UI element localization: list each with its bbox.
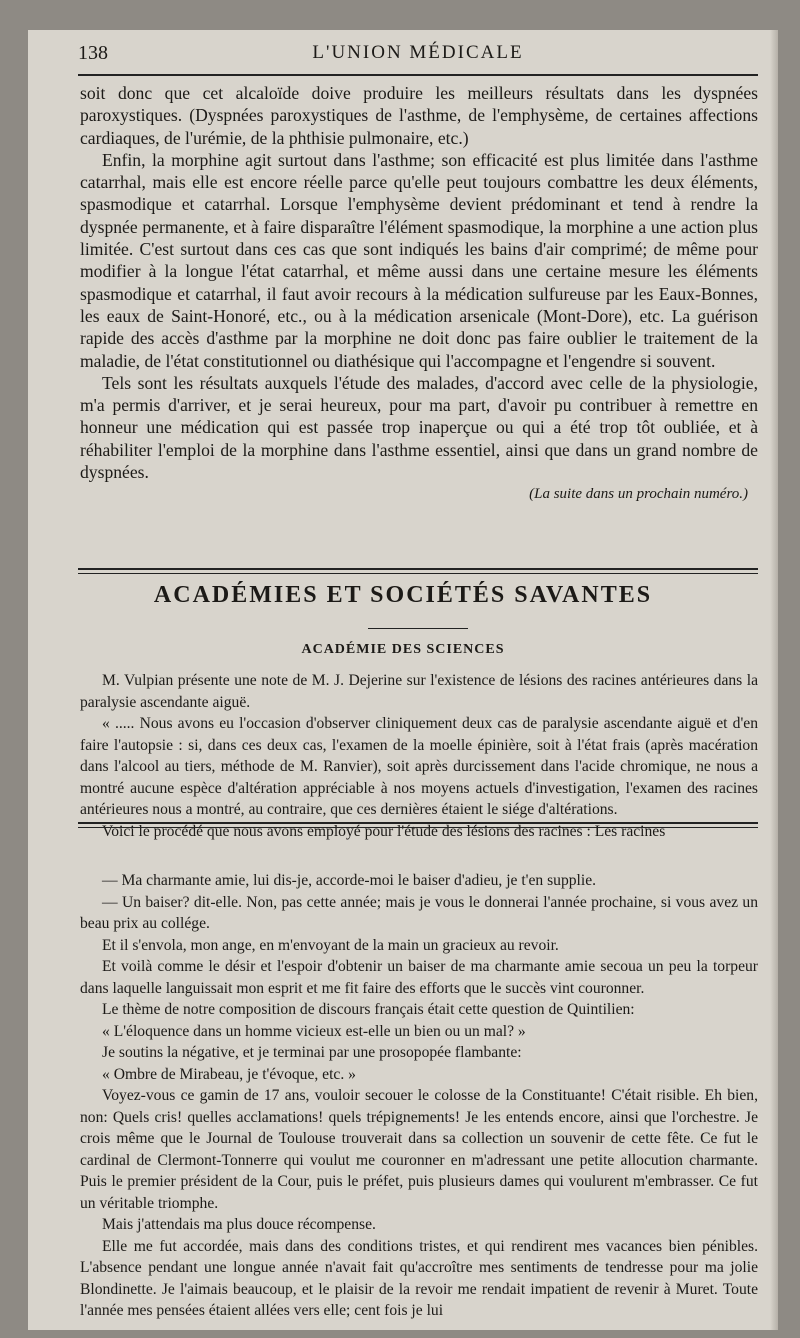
article-paragraph: Tels sont les résultats auxquels l'étude des malades, d'accord avec celle de la physiologie, m'a permis d'arriver, et je serai heureux, pour ma part, d'avoir pu contribuer à remettre en honneur une médication qui est passée trop inaperçue ou qui a été trop tôt oubliée, et à réhabiliter l'emploi de la morphine dans l'asthme essentiel, ainsi que dans un grand nombre de dyspnées. [80,372,758,483]
page-header [78,42,758,72]
page-edge-shadow [770,30,778,1330]
continuation-note: (La suite dans un prochain numéro.) [529,486,748,503]
feuilleton-paragraph: « L'éloquence dans un homme vicieux est-elle un bien ou un mal? » [102,1022,526,1040]
feuilleton-paragraph: Et voilà comme le désir et l'espoir d'obtenir un baiser de ma charmante amie secoua un peu la torpeur dans laquelle languissait mon esprit et me fit faire des efforts que le succès vint couronner. [80,958,758,997]
header-rule [78,74,758,76]
feuilleton-paragraph: Et il s'envola, mon ange, en m'envoyant de la main un gracieux au revoir. [102,936,559,954]
feuilleton-paragraph: Voyez-vous ce gamin de 17 ans, vouloir secouer le colosse de la Constituante! C'était risible. Eh bien, non: Quels cris! quelles acclamations! quels trépignements! Je les entends encore, ainsi que l'orchestre. Je crois même que le Journal de Toulouse trouverait dans sa collection un souvenir de cette fête. Ce fut le cardinal de Clermont-Tonnerre qui voulut me couronner en m'adressant une petite allocution charmante. Puis le premier président de la Cour, puis le préfet, puis plusieurs dames qui voulurent m'embrasser. Ce fut un véritable triomphe. [80,1087,758,1212]
feuilleton-paragraph: Mais j'attendais ma plus douce récompense. [102,1216,376,1233]
running-title: L'UNION MÉDICALE [312,42,524,63]
feuilleton-paragraph: Elle me fut accordée, mais dans des conditions tristes, et qui rendirent mes vacances bien pénibles. L'absence pendant une longue année n'avait fait qu'accroître mes sentiments de tendresse pour ma jolie Blondinette. Je l'aimais beaucoup, et le plaisir de la revoir me rendait impatient de revenir à Muret. Toute l'année mes pensées étaient allées vers elle; cent fois je lui [80,1237,758,1319]
report-paragraph: « ..... Nous avons eu l'occasion d'observer cliniquement deux cas de paralysie ascendante aiguë et d'en faire l'autopsie : si, dans ces deux cas, l'examen de la moelle épinière, soit à l'état frais (après macération dans l'alcool au tiers, méthode de M. Ranvier), soit après durcissement dans l'acide chromique, ne nous a montré aucune espèce d'altération appréciable à nos moyens actuels d'investigation, l'examen des racines antérieures nous a montré, au contraire, que ces dernières étaient le siége d'altérations. [80,715,758,818]
feuilleton-paragraph: « Ombre de Mirabeau, je t'évoque, etc. » [102,1065,356,1083]
feuilleton-paragraph: — Un baiser? dit-elle. Non, pas cette année; mais je vous le donnerai l'année prochaine, si vous avez un beau prix au collége. [80,893,758,932]
journal-page [28,30,778,1330]
article-paragraph: Enfin, la morphine agit surtout dans l'asthme; son efficacité est plus limitée dans l'asthme catarrhal, mais elle est encore réelle parce qu'elle peut toujours combattre les deux éléments, spasmodique et catarrhal. Lorsque l'emphysème devient prédominant et tend à rendre la dyspnée permanente, et à faire disparaître l'élément spasmodique, la morphine a une action plus limitée. C'est surtout dans ces cas que sont indiqués les bains d'air comprimé; de même pour modifier à la longue l'état catarrhal, et même aussi dans une certaine mesure les éléments spasmodique et catarrhal, il faut avoir recours à la médication sulfureuse par les Eaux-Bonnes, les eaux de Saint-Honoré, etc., ou à la médication arsenicale (Mont-Dore), etc. La guérison rapide des accès d'asthme par la morphine ne doit donc pas faire oublier le traitement de la maladie, de l'état constitutionnel ou diathésique qui l'accompagne et l'engendre si souvent. [80,149,758,371]
feuilleton-text [80,870,758,1322]
report-paragraph: Voici le procédé que nous avons employé pour l'étude des lésions des racines : Les racines [102,822,666,840]
page-number: 138 [78,42,108,64]
title-short-rule [368,628,468,629]
feuilleton-paragraph: Je soutins la négative, et je terminai par une prosopopée flambante: [102,1044,522,1061]
feuilleton-rule-thin [78,827,758,828]
section-rule-top-thin [78,573,758,574]
section-subtitle: ACADÉMIE DES SCIENCES [301,642,505,657]
section-rule-top [78,568,758,570]
article-paragraph: soit donc que cet alcaloïde doive produire les meilleurs résultats dans les dyspnées paroxystiques. (Dyspnées paroxystiques de l'asthme, de l'emphysème, de certaines affections cardiaques, de l'urémie, de la phthisie pulmonaire, etc.) [80,83,758,148]
article-conclusion [80,82,758,506]
feuilleton-rule [78,822,758,824]
academy-report [80,670,758,842]
report-paragraph: M. Vulpian présente une note de M. J. Dejerine sur l'existence de lésions des racines antérieures dans la paralysie ascendante aiguë. [80,672,758,711]
feuilleton-paragraph: — Ma charmante amie, lui dis-je, accorde-moi le baiser d'adieu, je t'en supplie. [102,872,597,889]
section-title: ACADÉMIES ET SOCIÉTÉS SAVANTES [153,582,653,608]
feuilleton-paragraph: Le thème de notre composition de discours français était cette question de Quintilien: [102,1001,635,1018]
